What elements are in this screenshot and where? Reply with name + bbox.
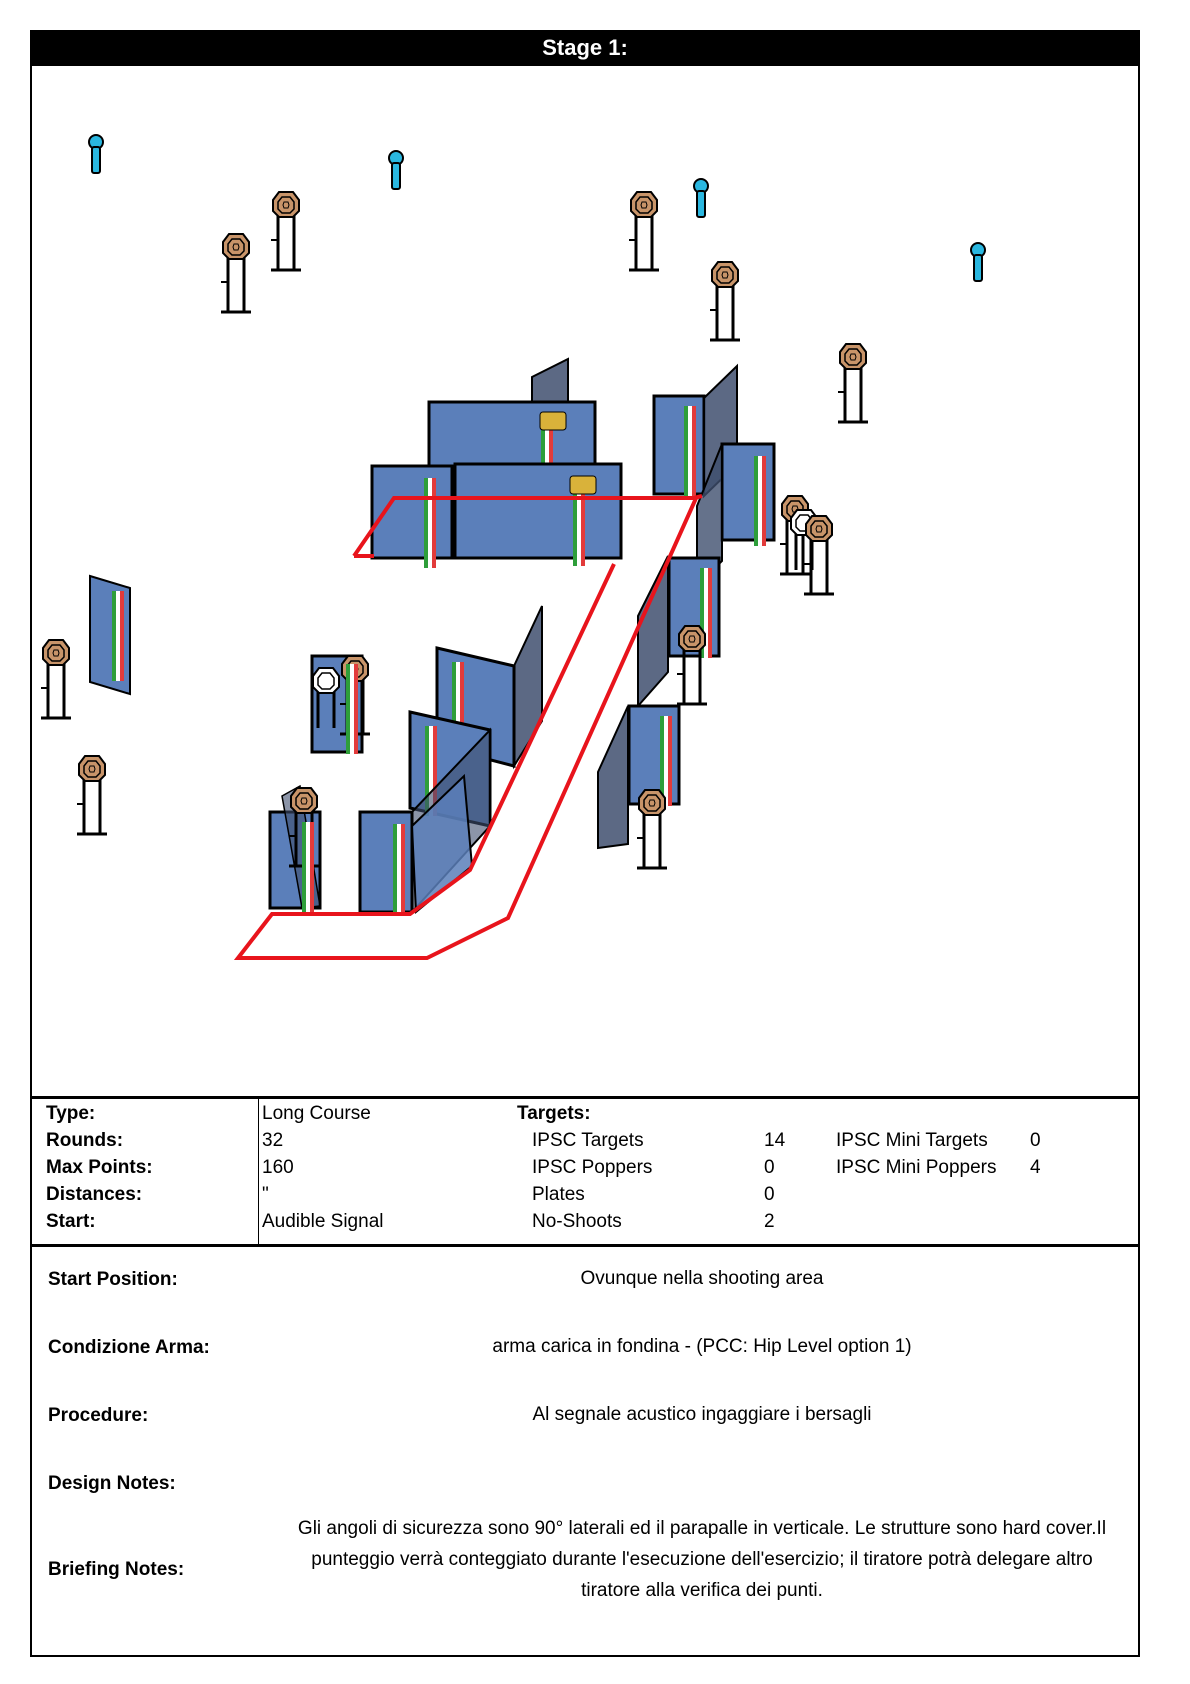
target-icon [221, 234, 251, 312]
target-type-label: No-Shoots [532, 1211, 622, 1232]
popper-icon [389, 151, 403, 189]
target-icon [710, 262, 740, 340]
type-label: Type: [46, 1103, 96, 1124]
max-points-label: Max Points: [46, 1157, 153, 1178]
target-icon [804, 516, 834, 594]
flag-stripe-icon [684, 406, 696, 496]
stage-info-table [30, 1096, 1140, 1247]
target-count: 0 [764, 1184, 775, 1205]
max-points-value: 160 [262, 1157, 294, 1178]
target-icon [637, 790, 667, 868]
rounds-label: Rounds: [46, 1130, 124, 1151]
mini-target-count: 0 [1030, 1130, 1041, 1151]
target-count: 14 [764, 1130, 786, 1151]
stage-notes-table [30, 1244, 1140, 1657]
stage-sheet [30, 30, 1140, 1658]
flag-stripe-icon [754, 456, 766, 546]
type-value: Long Course [262, 1103, 371, 1124]
flag-stripe-icon [424, 478, 436, 568]
target-type-label: Plates [532, 1184, 585, 1205]
column-divider [258, 1099, 259, 1245]
target-icon [838, 344, 868, 422]
popper-icon [694, 179, 708, 217]
distances-value: " [262, 1184, 269, 1205]
flag-stripe-icon [346, 664, 358, 754]
rounds-value: 32 [262, 1130, 284, 1151]
mini-target-label: IPSC Mini Targets [836, 1130, 988, 1151]
briefing-notes-text: Gli angoli di sicurezza sono 90° laterali ed il parapalle in verticale. Le strutture sono hard cover.Il punteggio verrà conteggiato durante l'esecuzione dell'esercizio; il tiratore potrà delegare altro tiratore alla verifica dei punti. [297, 1518, 1107, 1601]
popper-icon [971, 243, 985, 281]
popper-icon [89, 135, 103, 173]
flag-stripe-icon [112, 591, 124, 681]
start-label: Start: [46, 1211, 96, 1232]
target-icon [677, 626, 707, 704]
start-position-text: Ovunque nella shooting area [580, 1268, 824, 1289]
mini-target-count: 4 [1030, 1157, 1041, 1178]
target-icon [41, 640, 71, 718]
target-count: 2 [764, 1211, 775, 1232]
start-position-label: Start Position: [48, 1269, 178, 1290]
stage-title: Stage 1: [30, 30, 1140, 66]
briefing-notes-label: Briefing Notes: [48, 1559, 185, 1580]
target-icon [77, 756, 107, 834]
mini-target-label: IPSC Mini Poppers [836, 1157, 997, 1178]
stage-diagram [30, 66, 1140, 1098]
procedure-text: Al segnale acustico ingaggiare i bersagli [532, 1404, 872, 1425]
target-type-label: IPSC Targets [532, 1130, 644, 1151]
targets-header: Targets: [517, 1103, 591, 1124]
condizione-arma-text: arma carica in fondina - (PCC: Hip Level option 1) [492, 1336, 912, 1357]
flag-stripe-icon [302, 822, 314, 912]
design-notes-label: Design Notes: [48, 1473, 176, 1494]
start-value: Audible Signal [262, 1211, 384, 1232]
procedure-label: Procedure: [48, 1405, 149, 1426]
target-icon [271, 192, 301, 270]
condizione-arma-label: Condizione Arma: [48, 1337, 210, 1358]
distances-label: Distances: [46, 1184, 143, 1205]
target-count: 0 [764, 1157, 775, 1178]
target-type-label: IPSC Poppers [532, 1157, 653, 1178]
flag-stripe-icon [393, 824, 405, 914]
target-icon [629, 192, 659, 270]
